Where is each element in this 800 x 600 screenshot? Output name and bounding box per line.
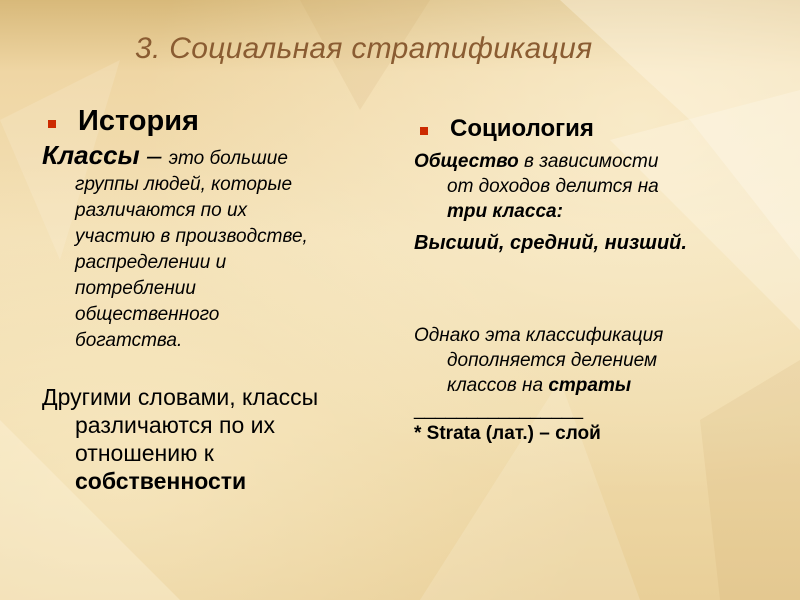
right-column xyxy=(414,115,794,446)
classes-definition xyxy=(42,142,402,354)
left-column xyxy=(42,105,402,495)
bullet-icon xyxy=(48,120,56,128)
society-rest: в зависимости xyxy=(518,151,659,172)
history-heading-row xyxy=(48,105,402,138)
other-line: Другими словами, классы xyxy=(42,384,319,410)
however-line: Однако эта классификация xyxy=(414,325,664,346)
bullet-icon xyxy=(420,127,428,135)
separator-line: ________________ xyxy=(414,399,584,420)
classes-list: Высший, средний, низший. xyxy=(414,232,687,254)
strata-word: страты xyxy=(548,375,632,396)
society-line: от доходов делится на xyxy=(447,176,659,197)
other-line: отношению к xyxy=(75,440,214,466)
classes-term: Классы xyxy=(42,140,140,170)
classes-line: группы людей, которые xyxy=(75,174,293,195)
however-paragraph xyxy=(414,323,794,398)
classes-line: общественного xyxy=(75,304,220,325)
sociology-heading: Социология xyxy=(450,115,594,142)
however-line: классов на xyxy=(447,375,549,396)
society-term: Общество xyxy=(414,151,519,172)
classes-line: различаются по их xyxy=(75,200,248,221)
society-paragraph xyxy=(414,149,794,224)
strata-footnote: * Strata (лат.) – слой xyxy=(414,423,601,444)
property-word: собственности xyxy=(75,468,247,494)
other-line: различаются по их xyxy=(75,412,276,438)
classes-line: потреблении xyxy=(75,278,196,299)
however-line: дополняется делением xyxy=(447,350,658,371)
classes-line: участию в производстве, xyxy=(75,226,308,247)
history-heading: История xyxy=(78,105,199,137)
sociology-heading-row xyxy=(420,115,794,143)
slide-title: 3. Социальная стратификация xyxy=(135,32,593,65)
three-classes: три класса: xyxy=(447,201,563,222)
classes-line: распределении и xyxy=(75,252,227,273)
classes-line: богатства. xyxy=(75,330,183,351)
classes-dash: – xyxy=(139,140,169,170)
classes-line: это большие xyxy=(168,148,288,169)
other-words-paragraph xyxy=(42,383,402,495)
